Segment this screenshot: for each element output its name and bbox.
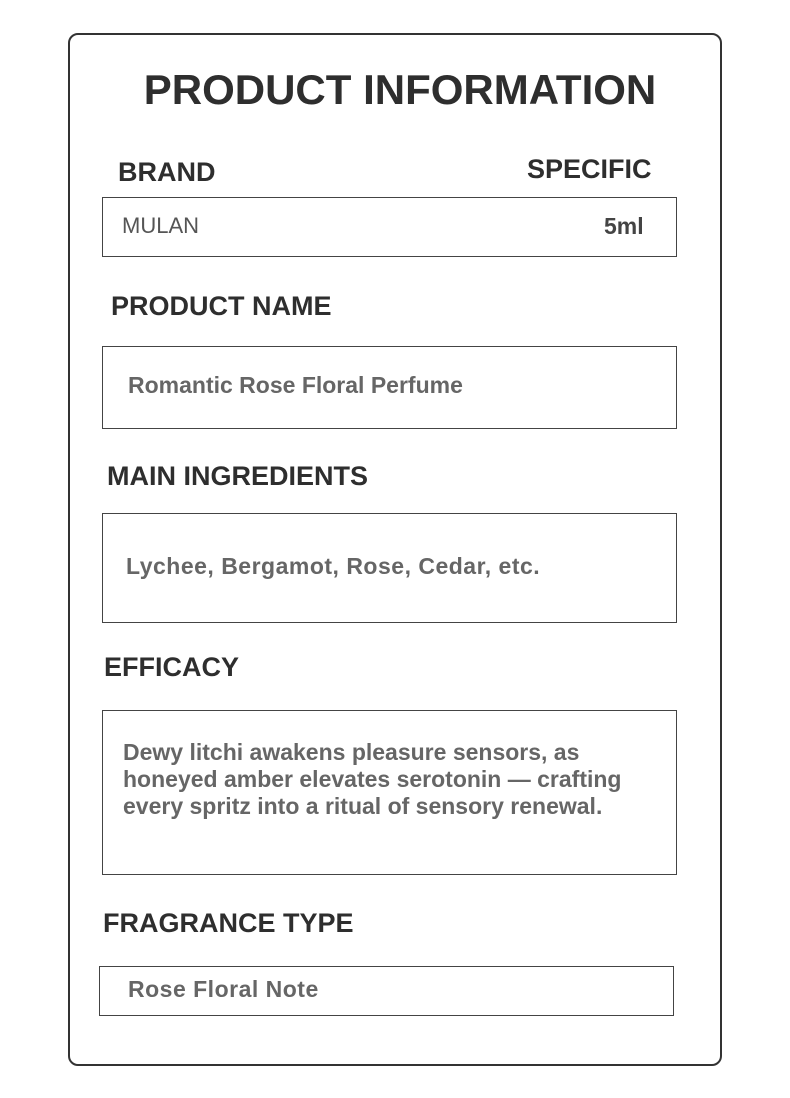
efficacy-label: EFFICACY (104, 652, 239, 682)
efficacy-value: Dewy litchi awakens pleasure sensors, as honeyed amber elevates serotonin — crafting every spritz into a ritual of sensory renewal. (123, 739, 622, 819)
product-name-label: PRODUCT NAME (111, 291, 332, 321)
specific-label: SPECIFIC (527, 154, 652, 184)
main-ingredients-label: MAIN INGREDIENTS (107, 461, 369, 491)
fragrance-type-label: FRAGRANCE TYPE (103, 908, 354, 938)
brand-value: MULAN (122, 213, 200, 238)
fragrance-type-value: Rose Floral Note (128, 976, 319, 1002)
brand-label: BRAND (118, 157, 216, 187)
product-name-value: Romantic Rose Floral Perfume (128, 372, 463, 398)
specific-value: 5ml (604, 213, 644, 239)
main-ingredients-value: Lychee, Bergamot, Rose, Cedar, etc. (126, 553, 541, 579)
page-title: PRODUCT INFORMATION (143, 66, 657, 113)
